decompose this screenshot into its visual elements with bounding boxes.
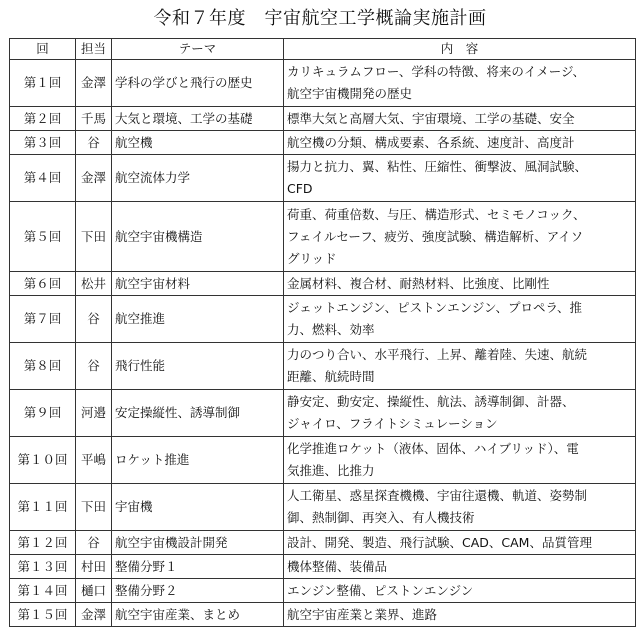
content-line: 化学推進ロケット（液体、固体、ハイブリッド）、電 [287,441,579,456]
teacher-name: 松井 [76,272,112,296]
table-row [10,437,636,484]
session-number: 第１回 [10,60,76,107]
theme-text: 整備分野１ [112,555,284,579]
theme-text: 大気と環境、工学の基礎 [112,107,284,131]
table-row [10,579,636,603]
content-line: エンジン整備、ピストンエンジン [287,582,474,598]
session-number: 第１５回 [10,603,76,627]
teacher-name: 下田 [76,484,112,531]
table-row [10,603,636,627]
content-cell [284,603,636,627]
content-cell [284,343,636,390]
teacher-name: 河邉 [76,390,112,437]
table-row [10,202,636,272]
teacher-name: 下田 [76,202,112,272]
table-row [10,272,636,296]
content-line: 力、燃料、効率 [287,322,375,337]
session-number: 第５回 [10,202,76,272]
content-cell [284,296,636,343]
content-line: 気推進、比推力 [287,463,375,478]
content-line: 機体整備、装備品 [287,558,388,574]
content-cell [284,531,636,555]
session-number: 第１４回 [10,579,76,603]
content-line: 航空機の分類、構成要素、各系統、速度計、高度計 [287,134,575,150]
session-number: 第４回 [10,155,76,202]
theme-text: 航空流体力学 [112,155,284,202]
table-row [10,390,636,437]
theme-text: 航空宇宙産業、まとめ [112,603,284,627]
theme-text: 整備分野２ [112,579,284,603]
header-session: 回 [10,39,76,60]
content-cell [284,107,636,131]
content-line: 標準大気と高層大気、宇宙環境、工学の基礎、安全 [287,110,575,126]
header-teacher: 担当 [76,39,112,60]
content-cell [284,272,636,296]
content-line: ジェットエンジン、ピストンエンジン、プロペラ、推 [287,300,583,315]
table-row [10,155,636,202]
content-line: フェイルセーフ、疲労、強度試験、構造解析、アイソ [287,228,584,244]
content-cell [284,202,636,272]
table-row [10,296,636,343]
content-cell [284,131,636,155]
header-theme: テーマ [112,39,284,60]
teacher-name: 平嶋 [76,437,112,484]
theme-text: 航空宇宙機構造 [112,202,284,272]
content-line: 距離、航続時間 [287,369,375,384]
session-number: 第１２回 [10,531,76,555]
table-row [10,131,636,155]
session-number: 第２回 [10,107,76,131]
table-header-row [10,39,636,60]
teacher-name: 谷 [76,343,112,390]
content-line: 航空宇宙機開発の歴史 [287,86,413,101]
table-row [10,343,636,390]
table-row [10,531,636,555]
content-line: 静安定、動安定、操縦性、航法、誘導制御、計器、 [287,394,575,409]
teacher-name: 村田 [76,555,112,579]
content-line: 金属材料、複合材、耐熱材料、比強度、比剛性 [287,275,550,291]
content-cell [284,579,636,603]
table-row [10,555,636,579]
theme-text: 学科の学びと飛行の歴史 [112,60,284,107]
header-content: 内 容 [284,39,636,60]
content-line: 設計、開発、製造、飛行試験、CAD、CAM、品質管理 [287,534,592,550]
session-number: 第３回 [10,131,76,155]
theme-text: ロケット推進 [112,437,284,484]
theme-text: 航空宇宙機設計開発 [112,531,284,555]
table-row [10,60,636,107]
theme-text: 航空機 [112,131,284,155]
table-row [10,107,636,131]
content-line: グリッド [287,250,337,266]
theme-text: 航空推進 [112,296,284,343]
session-number: 第６回 [10,272,76,296]
teacher-name: 谷 [76,531,112,555]
content-line: CFD [287,181,313,196]
content-cell [284,390,636,437]
content-cell [284,437,636,484]
schedule-table [9,38,636,627]
session-number: 第１１回 [10,484,76,531]
table-row [10,484,636,531]
content-line: 揚力と抗力、翼、粘性、圧縮性、衝撃波、風洞試験、 [287,159,588,174]
content-line: 力のつり合い、水平飛行、上昇、離着陸、失速、航続 [287,347,588,362]
theme-text: 安定操縦性、誘導制御 [112,390,284,437]
content-cell [284,555,636,579]
content-line: ジャイロ、フライトシミュレーション [287,416,498,431]
session-number: 第１０回 [10,437,76,484]
session-number: 第８回 [10,343,76,390]
session-number: 第１３回 [10,555,76,579]
content-line: 人工衛星、惑星探査機機、宇宙往還機、軌道、姿勢制 [287,488,588,503]
content-cell [284,484,636,531]
session-number: 第９回 [10,390,76,437]
teacher-name: 樋口 [76,579,112,603]
content-line: 航空宇宙産業と業界、進路 [287,606,438,622]
teacher-name: 谷 [76,131,112,155]
teacher-name: 金澤 [76,155,112,202]
content-line: 荷重、荷重倍数、与圧、構造形式、セミモノコック、 [287,206,586,222]
teacher-name: 金澤 [76,60,112,107]
teacher-name: 谷 [76,296,112,343]
teacher-name: 金澤 [76,603,112,627]
teacher-name: 千馬 [76,107,112,131]
theme-text: 宇宙機 [112,484,284,531]
content-line: 御、熱制御、再突入、有人機技術 [287,510,475,525]
content-line: カリキュラムフロー、学科の特徴、将来のイメージ、 [287,64,586,79]
document-title: 令和７年度 宇宙航空工学概論実施計画 [153,8,487,29]
theme-text: 航空宇宙材料 [112,272,284,296]
content-cell [284,60,636,107]
content-cell [284,155,636,202]
theme-text: 飛行性能 [112,343,284,390]
session-number: 第７回 [10,296,76,343]
